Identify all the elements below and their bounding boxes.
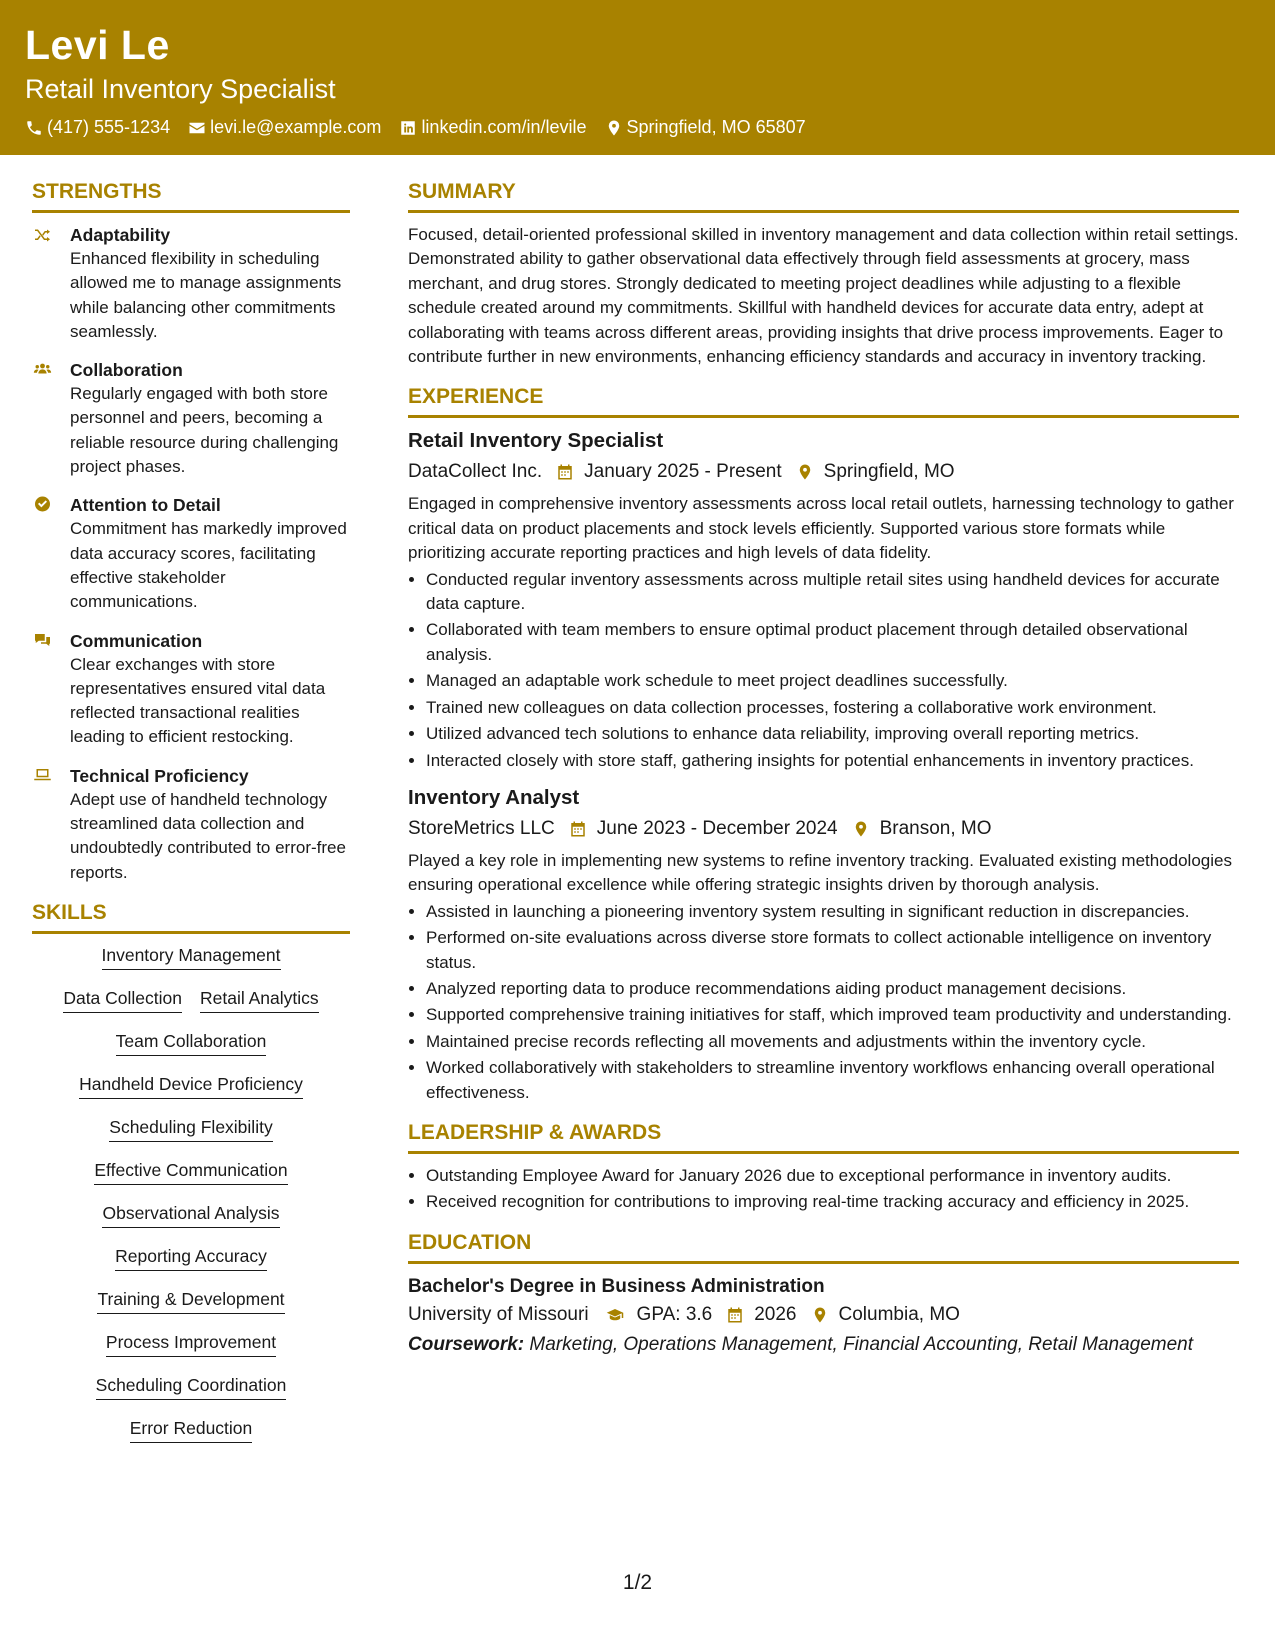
list-item: • Interacted closely with store staff, gathering insights for potential enhancements in inventory practices. bbox=[426, 749, 1239, 773]
list-item: • Performed on-site evaluations across diverse store formats to collect actionable intelligence on inventory status. bbox=[426, 926, 1239, 975]
list-item: • Collaborated with team members to ensure optimal product placement through detailed observational analysis. bbox=[426, 618, 1239, 667]
skill-tag: Retail Analytics bbox=[200, 987, 319, 1013]
email-link[interactable]: levi.le@example.com bbox=[210, 117, 382, 137]
leadership-heading: LEADERSHIP & AWARDS bbox=[408, 1121, 1239, 1154]
skills-list bbox=[32, 944, 350, 1443]
school-name: University of Missouri bbox=[408, 1303, 589, 1325]
skill-tag: Error Reduction bbox=[130, 1417, 253, 1443]
strength-item bbox=[32, 629, 350, 750]
users-icon bbox=[32, 360, 53, 378]
strength-item bbox=[32, 358, 350, 479]
skill-tag: Inventory Management bbox=[102, 944, 281, 970]
skill-tag: Effective Communication bbox=[94, 1159, 287, 1185]
strengths-heading: STRENGTHS bbox=[32, 180, 350, 213]
contact-linkedin[interactable] bbox=[399, 117, 586, 138]
skill-tag: Reporting Accuracy bbox=[115, 1245, 267, 1271]
skill-tag: Handheld Device Proficiency bbox=[79, 1073, 303, 1099]
job-company: StoreMetrics LLC bbox=[408, 817, 555, 839]
list-item: • Maintained precise records reflecting all movements and adjustments within the inventory cycle. bbox=[426, 1030, 1239, 1054]
job-meta bbox=[408, 459, 1239, 485]
coursework-label: Coursework: bbox=[408, 1333, 525, 1355]
coursework-list: Marketing, Operations Management, Financial Accounting, Retail Management bbox=[529, 1333, 1194, 1355]
linkedin-icon bbox=[399, 119, 417, 137]
comments-icon bbox=[32, 631, 53, 649]
job-title: Inventory Analyst bbox=[408, 785, 580, 809]
graduation-cap-icon bbox=[603, 1306, 627, 1324]
summary-text: Focused, detail-oriented professional skilled in inventory management and data collection within retail settings. Demonstrated ability to gather observational data effectively through field assessments at grocery, mass merchant, and drug stores. Strongly dedicated to meeting project deadlines while adjusting to a flexible schedule created around my commitments. Skillful with handheld devices for accurate data entry, adept at collaborating with teams across different areas, providing insights that drive process improvements. Eager to contribute further in new environments, enhancing efficiency standards and accuracy in inventory tracking. bbox=[408, 225, 1239, 367]
job-location: Springfield, MO bbox=[823, 461, 955, 483]
right-column bbox=[408, 180, 1239, 1374]
skill-tag: Training & Development bbox=[97, 1288, 284, 1314]
job-bullets bbox=[408, 568, 1239, 773]
list-item: • Analyzed reporting data to produce recommendations aiding product management decisions. bbox=[426, 977, 1239, 1001]
list-item: • Trained new colleagues on data collection processes, fostering a collaborative work environment. bbox=[426, 696, 1239, 720]
skill-tag: Process Improvement bbox=[106, 1331, 276, 1357]
degree-title: Bachelor's Degree in Business Administration bbox=[408, 1275, 825, 1297]
strength-desc: Enhanced flexibility in scheduling allowed me to manage assignments while balancing other commitments seamlessly. bbox=[70, 249, 342, 341]
strength-desc: Commitment has markedly improved data accuracy scores, facilitating effective stakeholder communications. bbox=[70, 519, 347, 612]
education-meta bbox=[408, 1302, 1239, 1328]
strength-title: Communication bbox=[70, 630, 203, 651]
leadership-bullets bbox=[408, 1164, 1239, 1215]
list-item: • Utilized advanced tech solutions to enhance data reliability, improving overall reporting metrics. bbox=[426, 722, 1239, 746]
calendar-icon bbox=[556, 463, 574, 481]
list-item: • Received recognition for contributions to improving real-time tracking accuracy and efficiency in 2025. bbox=[426, 1190, 1239, 1214]
education-section bbox=[408, 1231, 1239, 1358]
job-entry bbox=[408, 428, 1239, 772]
strength-item bbox=[32, 493, 350, 614]
map-pin-icon bbox=[605, 119, 623, 137]
skills-heading: SKILLS bbox=[32, 901, 350, 934]
skill-tag: Scheduling Flexibility bbox=[109, 1116, 272, 1142]
resume-header bbox=[0, 0, 1275, 155]
skill-tag: Team Collaboration bbox=[116, 1030, 267, 1056]
education-heading: EDUCATION bbox=[408, 1231, 1239, 1264]
experience-section bbox=[408, 385, 1239, 1105]
edu-year-wrap bbox=[726, 1302, 796, 1328]
gpa-wrap bbox=[603, 1302, 713, 1328]
laptop-icon bbox=[32, 766, 53, 784]
experience-heading: EXPERIENCE bbox=[408, 385, 1239, 418]
contact-phone bbox=[25, 117, 170, 138]
map-pin-icon bbox=[796, 463, 814, 481]
strength-title: Collaboration bbox=[70, 360, 183, 381]
candidate-title: Retail Inventory Specialist bbox=[25, 74, 336, 104]
map-pin-icon bbox=[852, 820, 870, 838]
skill-tag: Observational Analysis bbox=[102, 1202, 279, 1228]
job-entry bbox=[408, 785, 1239, 1105]
skills-section bbox=[32, 901, 350, 1443]
job-bullets bbox=[408, 900, 1239, 1105]
skill-tag: Data Collection bbox=[63, 987, 182, 1013]
strength-desc: Clear exchanges with store representatives ensured vital data reflected transactional realities leading to efficient restocking. bbox=[70, 654, 326, 747]
job-company: DataCollect Inc. bbox=[408, 461, 543, 483]
list-item: • Assisted in launching a pioneering inventory system resulting in significant reduction in discrepancies. bbox=[426, 900, 1239, 924]
contact-bar bbox=[25, 117, 824, 138]
job-location-wrap bbox=[852, 816, 992, 842]
list-item: • Supported comprehensive training initiatives for staff, which improved team productivity and understanding. bbox=[426, 1003, 1239, 1027]
contact-email[interactable] bbox=[188, 117, 381, 138]
skill-tag: Scheduling Coordination bbox=[96, 1374, 287, 1400]
job-summary: Played a key role in implementing new systems to refine inventory tracking. Evaluated existing methodologies ensuring operational excellence while offering strategic insights driven by thorough analysis. bbox=[408, 850, 1232, 895]
job-location-wrap bbox=[796, 459, 955, 485]
strength-title: Attention to Detail bbox=[70, 495, 221, 516]
left-column bbox=[32, 180, 350, 1460]
job-dates: June 2023 - December 2024 bbox=[596, 817, 838, 839]
graduation-year: 2026 bbox=[754, 1303, 797, 1325]
candidate-name: Levi Le bbox=[25, 22, 170, 68]
job-dates: January 2025 - Present bbox=[584, 461, 782, 483]
location-text: Springfield, MO 65807 bbox=[626, 117, 806, 137]
strengths-section bbox=[32, 180, 350, 885]
envelope-icon bbox=[188, 119, 206, 137]
strength-title: Technical Proficiency bbox=[70, 765, 249, 786]
list-item: • Conducted regular inventory assessments across multiple retail sites using handheld devices for accurate data capture. bbox=[426, 568, 1239, 617]
job-dates-wrap bbox=[569, 816, 838, 842]
linkedin-link[interactable]: linkedin.com/in/levile bbox=[421, 117, 587, 137]
list-item: • Outstanding Employee Award for January 2026 due to exceptional performance in inventory audits. bbox=[426, 1164, 1239, 1188]
list-item: • Worked collaboratively with stakeholders to streamline inventory workflows enhancing overall operational effectiveness. bbox=[426, 1056, 1239, 1105]
job-location: Branson, MO bbox=[879, 817, 992, 839]
strength-item bbox=[32, 223, 350, 344]
coursework bbox=[408, 1332, 1239, 1358]
calendar-icon bbox=[569, 820, 587, 838]
list-item: • Managed an adaptable work schedule to meet project deadlines successfully. bbox=[426, 669, 1239, 693]
check-circle-icon bbox=[32, 495, 53, 513]
job-dates-wrap bbox=[556, 459, 782, 485]
job-summary: Engaged in comprehensive inventory assessments across local retail outlets, harnessing technology to gather critical data on product placements and stock levels efficiently. Supported various store formats while prioritizing accurate reporting practices and high levels of data fidelity. bbox=[408, 494, 1234, 563]
school-location: Columbia, MO bbox=[838, 1303, 960, 1325]
map-pin-icon bbox=[811, 1306, 829, 1324]
job-meta bbox=[408, 816, 1239, 842]
job-title: Retail Inventory Specialist bbox=[408, 429, 664, 453]
strength-desc: Regularly engaged with both store personnel and peers, becoming a reliable resource during challenging project phases. bbox=[70, 384, 339, 477]
leadership-section bbox=[408, 1121, 1239, 1215]
summary-heading: SUMMARY bbox=[408, 180, 1239, 213]
summary-section bbox=[408, 180, 1239, 369]
gpa: GPA: 3.6 bbox=[636, 1303, 713, 1325]
page-number: 1/2 bbox=[622, 1571, 653, 1594]
contact-location bbox=[605, 117, 806, 138]
strength-title: Adaptability bbox=[70, 225, 171, 245]
calendar-icon bbox=[726, 1306, 744, 1324]
shuffle-icon bbox=[32, 225, 53, 243]
phone-icon bbox=[25, 119, 43, 137]
edu-location-wrap bbox=[811, 1302, 960, 1328]
strength-desc: Adept use of handheld technology streamlined data collection and undoubtedly contributed to error-free reports. bbox=[70, 789, 346, 882]
phone-text: (417) 555-1234 bbox=[47, 117, 171, 137]
strength-item bbox=[32, 764, 350, 885]
